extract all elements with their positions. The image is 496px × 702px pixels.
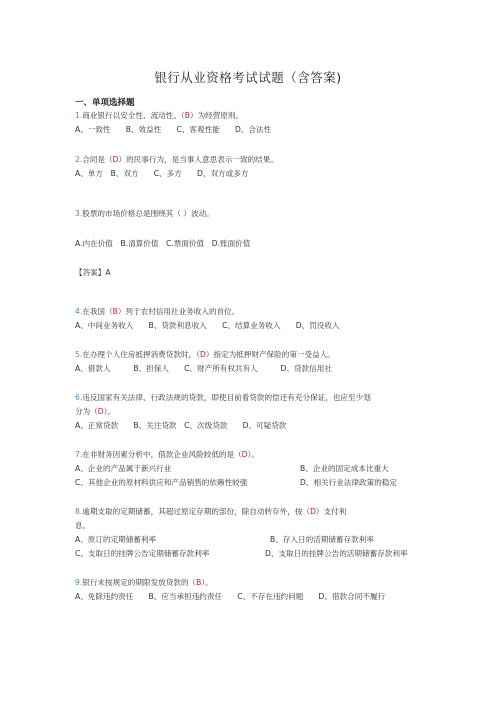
question-number: 2.: [75, 155, 83, 164]
option-b: B、存入日的活期储蓄存款利率: [270, 535, 374, 544]
option-c: C、支取日的挂牌公告定期储蓄存款利率: [75, 549, 210, 558]
question-number: 6.: [75, 393, 83, 402]
options: A、免除违约责任 B、应当承担违约责任 C、不存在违约问题 D、借款合同不履行: [75, 592, 386, 601]
question-3: [75, 208, 425, 220]
option-d: D、相关行业法律政策的稳定: [300, 478, 397, 487]
options: A、借款人 B、担保人 C、财产所有权共有人 D、贷款信用社: [75, 364, 332, 373]
option-a: A、原订的定期储蓄利率: [75, 535, 157, 544]
question-text: 在非财务因素分析中，借款企业风险较低的是（: [82, 450, 242, 459]
question-4: [75, 306, 425, 318]
question-1: [75, 110, 425, 122]
options: A、中间业务收入 B、贷款利息收入 C、结算业务收入 D、罚没收入: [75, 321, 340, 330]
question-text: 在办理个人住房抵押消费贷款时，（: [82, 350, 200, 359]
question-text: 商业银行以安全性、流动性、（: [82, 111, 185, 120]
option-c: C、其他企业的原材料供应和产品销售的依赖性较强: [75, 478, 248, 487]
question-9: [75, 577, 425, 589]
question-number: 7.: [75, 450, 83, 459]
question-text: ）的民事行为，是当事人意思表示一致的结果。: [118, 155, 278, 164]
question-number: 8.: [75, 507, 83, 516]
options: A、单方 B、双方 C、多方 D、双方或多方: [75, 169, 249, 178]
answer-mark: D: [310, 507, 316, 516]
answer-mark: B: [112, 307, 118, 316]
question-number: 4.: [75, 307, 83, 316]
answer-mark: D: [97, 407, 104, 416]
question-text: ）支付利: [315, 507, 347, 516]
answer-mark: B: [196, 578, 202, 587]
section-heading: 一、单项选择题: [75, 98, 135, 108]
question-5: [75, 349, 425, 361]
question-text: 银行未按规定的期限发放贷款的（: [82, 578, 197, 587]
question-text: ）指定为抵押财产保险的第一受益人。: [205, 350, 335, 359]
question-text: ）。: [201, 578, 213, 587]
answer-mark: B: [184, 111, 190, 120]
answer-mark: D: [241, 450, 248, 459]
answer-note: 【答案】A: [75, 268, 111, 277]
question-8: [75, 506, 425, 518]
question-number: 9.: [75, 578, 83, 587]
question-number: 3.: [75, 209, 83, 218]
question-6-line2: [75, 406, 425, 418]
option-b: B、企业的固定成本比重大: [300, 464, 389, 473]
options: A、正常贷款 B、关注贷款 C、次级贷款 D、可疑贷款: [75, 421, 287, 430]
question-text: 违反国家有关法律、行政法规的贷款，即使目前看贷款的偿还有充分保证，也应至少划: [82, 393, 371, 402]
options: A.内在价值 B.清算价值 C.票面价值 D.账面价值: [75, 239, 251, 248]
question-8-line2: 息。: [75, 521, 91, 530]
question-6: [75, 392, 425, 404]
question-text: ）。: [247, 450, 259, 459]
question-number: 5.: [75, 350, 83, 359]
answer-mark: D: [112, 155, 119, 164]
question-7: [75, 449, 425, 461]
option-a: A、企业的产品属于新兴行业: [75, 464, 172, 473]
question-text: ）为经营原则。: [189, 111, 244, 120]
option-d: D、支取日的挂牌公告的活期储蓄存款利率: [265, 549, 408, 558]
answer-mark: D: [199, 350, 206, 359]
question-number: 1.: [75, 111, 83, 120]
question-text: 在我国（: [82, 307, 113, 316]
question-text: 股票的市场价格总是围绕其（ ）波动。: [82, 209, 214, 218]
question-text: ）列于农村信用社业务收入的首位。: [117, 307, 240, 316]
question-text: 分为（: [75, 407, 98, 416]
question-2: [75, 154, 425, 166]
question-text: 逾期支取的定期储蓄，其超过原定存期的部份，除自动转存外，按（: [82, 507, 311, 516]
question-text: 合同是（: [82, 155, 113, 164]
question-text: ）。: [103, 407, 116, 416]
options: A、一致性 B、效益性 C、客观性能 D、合法性: [75, 125, 272, 134]
document-title: 银行从业资格考试试题（含答案): [154, 70, 342, 85]
